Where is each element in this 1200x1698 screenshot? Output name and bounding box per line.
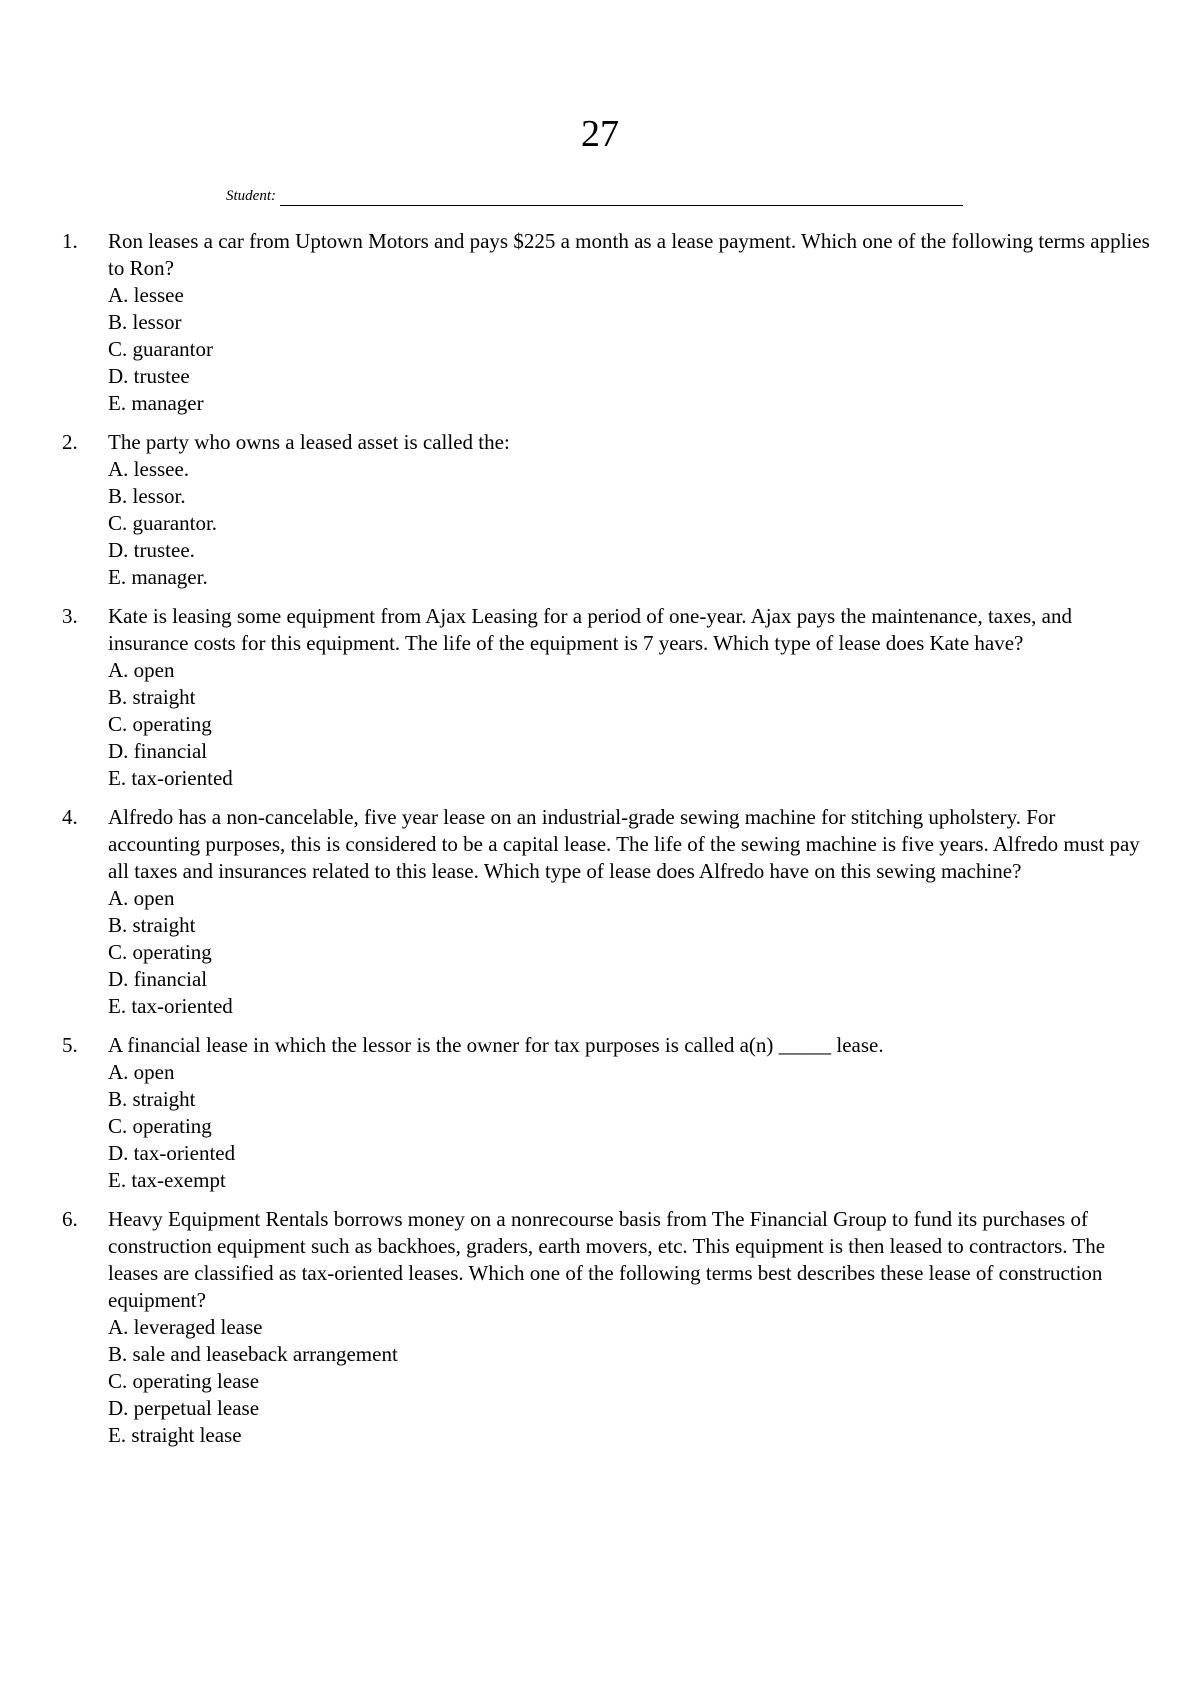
answer-option: C. guarantor (108, 337, 213, 361)
answer-option: D. financial (108, 739, 208, 763)
question-text: Kate is leasing some equipment from Ajax Leasing for a period of one-year. Ajax pays the maintenance, taxes, and insurance costs for this equipment. The life of the equipment is 7 years. Which type of lease does Kate have? (108, 604, 1072, 655)
question-number: 1. (62, 229, 78, 253)
student-name-blank[interactable] (280, 191, 963, 206)
question-number: 4. (62, 805, 78, 829)
answer-option: B. sale and leaseback arrangement (108, 1342, 398, 1366)
answer-option: D. tax-oriented (108, 1141, 236, 1165)
question-6 (62, 1206, 1152, 1449)
answer-option: E. tax-oriented (108, 994, 233, 1018)
answer-option: A. open (108, 1060, 175, 1084)
answer-option: B. straight (108, 685, 196, 709)
question-5 (62, 1032, 1152, 1194)
answer-option: B. lessor. (108, 484, 186, 508)
answer-option: C. operating (108, 940, 212, 964)
answer-options (108, 885, 1152, 1020)
chapter-number: 27 (581, 113, 619, 155)
question-number: 2. (62, 430, 78, 454)
question-3 (62, 603, 1152, 792)
question-1 (62, 228, 1152, 417)
answer-option: E. manager (108, 391, 204, 415)
answer-option: E. manager. (108, 565, 208, 589)
question-number: 3. (62, 604, 78, 628)
answer-option: C. operating (108, 712, 212, 736)
answer-option: D. perpetual lease (108, 1396, 260, 1420)
answer-options (108, 1059, 1152, 1194)
answer-option: E. tax-exempt (108, 1168, 226, 1192)
question-list (62, 228, 1152, 1461)
question-text: Heavy Equipment Rentals borrows money on a nonrecourse basis from The Financial Group to fund its purchases of construction equipment such as backhoes, graders, earth movers, etc. This equipment is then leased to contractors. The leases are classified as tax-oriented leases. Which one of the following terms best describes these lease of construction equipment? (108, 1207, 1106, 1312)
answer-options (108, 657, 1152, 792)
question-text: Ron leases a car from Uptown Motors and pays $225 a month as a lease payment. Which one of the following terms applies to Ron? (108, 229, 1150, 280)
answer-option: A. open (108, 658, 175, 682)
answer-option: E. straight lease (108, 1423, 242, 1447)
answer-option: C. operating lease (108, 1369, 260, 1393)
answer-options (108, 282, 1152, 417)
answer-option: E. tax-oriented (108, 766, 233, 790)
answer-option: A. leveraged lease (108, 1315, 263, 1339)
question-number: 6. (62, 1207, 78, 1231)
answer-option: D. trustee. (108, 538, 195, 562)
student-label: Student: (226, 188, 276, 204)
answer-option: A. lessee (108, 283, 184, 307)
answer-option: D. financial (108, 967, 208, 991)
answer-options (108, 456, 1152, 591)
student-name-field (226, 186, 963, 206)
answer-option: C. guarantor. (108, 511, 218, 535)
question-text: A financial lease in which the lessor is the owner for tax purposes is called a(n) _____ lease. (108, 1033, 884, 1057)
question-text: The party who owns a leased asset is called the: (108, 430, 510, 454)
question-number: 5. (62, 1033, 78, 1057)
answer-option: D. trustee (108, 364, 190, 388)
question-2 (62, 429, 1152, 591)
answer-option: C. operating (108, 1114, 212, 1138)
answer-option: B. straight (108, 1087, 196, 1111)
question-text: Alfredo has a non-cancelable, five year lease on an industrial-grade sewing machine for stitching upholstery. For accounting purposes, this is considered to be a capital lease. The life of the sewing machine is five years. Alfredo must pay all taxes and insurances related to this lease. Which type of lease does Alfredo have on this sewing machine? (108, 805, 1140, 883)
answer-option: B. lessor (108, 310, 182, 334)
answer-option: B. straight (108, 913, 196, 937)
question-4 (62, 804, 1152, 1020)
answer-options (108, 1314, 1152, 1449)
answer-option: A. open (108, 886, 175, 910)
answer-option: A. lessee. (108, 457, 190, 481)
